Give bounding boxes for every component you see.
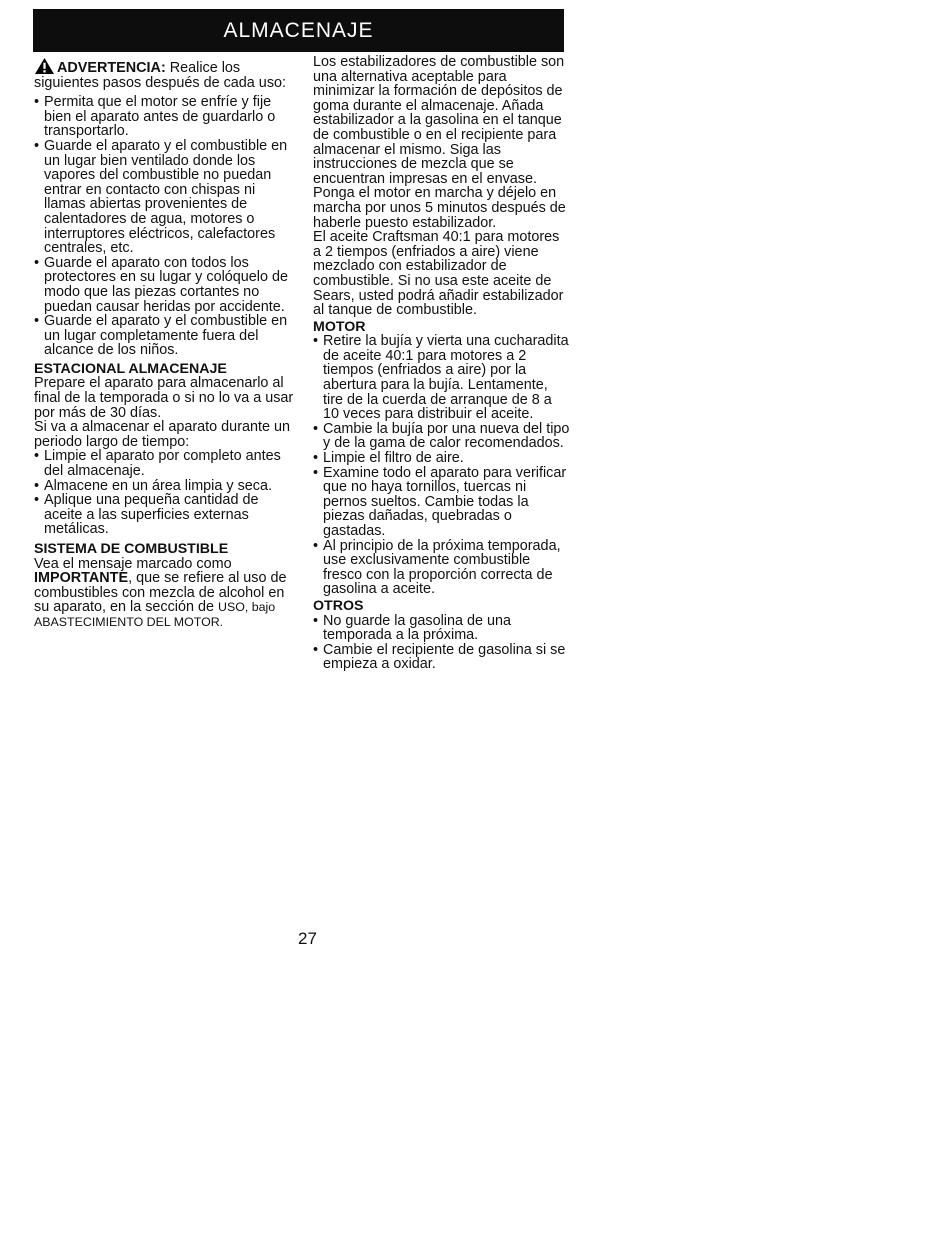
right-column [313,55,571,672]
fuel-text: , que se refiere al uso de combustibles con mezcla de alcohol en su aparato, en la sección de [34,570,287,616]
warning-label: ADVERTENCIA: [57,60,166,76]
seasonal-paragraph: Si va a almacenar el aparato durante un periodo largo de tiempo: [34,419,290,450]
page-number: 27 [298,929,317,948]
others-list [313,614,571,672]
craftsman-paragraph: El aceite Craftsman 40:1 para motores a 2 tiempos (enfriados a aire) viene mezclado con estabilizador de combustible. Si no usa este aceite de Sears, usted podrá añadir estabilizador al tanque de combustible. [313,229,564,319]
list-item: • Guarde el aparato y el combustible en un lugar bien ventilado donde los vapores del combustible no puedan entrar en contacto con chispas ni llamas abiertas provenientes de calentadores de agua, motores o interruptores eléctricos, calefactores centrales, etc. [34,139,296,256]
list-item: • Al principio de la próxima temporada, use exclusivamente combustible fresco con la proporción correcta de gasolina a aceite. [313,539,571,597]
list-item: • No guarde la gasolina de una temporada a la próxima. [313,614,571,643]
list-item: • Examine todo el aparato para verificar que no haya tornillos, tuercas ni pernos sueltos. Cambie todas la piezas dañadas, quebradas o gastadas. [313,466,571,539]
left-column [34,55,296,630]
section-reference: USO, bajo ABASTECIMIENTO DEL MOTOR. [34,600,276,629]
important-label: IMPORTANTE [34,570,129,587]
list-item: • Guarde el aparato con todos los protectores en su lugar y colóquelo de modo que las piezas cortantes no puedan causar heridas por accidente. [34,256,296,314]
others-heading: OTROS [313,597,364,614]
list-item: • Almacene en un área limpia y seca. [34,479,296,494]
fuel-text: Vea el mensaje marcado como [34,555,232,572]
warning-text: Realice los siguientes pasos después de cada uso: [34,60,287,91]
motor-list [313,334,571,597]
fuel-system-heading: SISTEMA DE COMBUSTIBLE [34,541,229,557]
warning-triangle-icon [34,57,55,75]
section-header [33,9,564,52]
list-item: • Retire la bujía y vierta una cucharadita de aceite 40:1 para motores a 2 tiempos (enfriados a aire) por la abertura para la bujía. Lentamente, tire de la cuerda de arranque de 8 a 10 veces para distribuir el aceite. [313,334,571,422]
warning-paragraph [34,57,296,90]
section-title: ALMACENAJE [223,19,374,42]
seasonal-storage-heading: ESTACIONAL ALMACENAJE [34,360,227,377]
list-item: • Cambie el recipiente de gasolina si se empieza a oxidar. [313,643,571,672]
stabilizer-paragraph: Los estabilizadores de combustible son una alternativa aceptable para minimizar la formación de depósitos de goma durante el almacenaje. Añada estabilizador a la gasolina en el tanque de combustible o en el recipiente para almacenar el mismo. Siga las instrucciones de mezcla que se encuentran impresas en el envase. Ponga el motor en marcha y déjelo en marcha por unos 5 minutos después de haberle puesto estabilizador. [313,54,566,231]
list-item: • Limpie el aparato por completo antes del almacenaje. [34,449,296,478]
warning-list [34,95,296,358]
seasonal-paragraph: Prepare el aparato para almacenarlo al final de la temporada o si no lo va a usar por más de 30 días. [34,375,294,421]
list-item: • Limpie el filtro de aire. [313,451,571,466]
list-item: • Cambie la bujía por una nueva del tipo y de la gama de calor recomendados. [313,422,571,451]
seasonal-list [34,449,296,537]
fuel-paragraph [34,557,296,630]
motor-heading: MOTOR [313,318,366,335]
list-item: • Permita que el motor se enfríe y fije bien el aparato antes de guardarlo o transportarlo. [34,95,296,139]
list-item: • Guarde el aparato y el combustible en un lugar completamente fuera del alcance de los niños. [34,314,296,358]
list-item: • Aplique una pequeña cantidad de aceite a las superficies externas metálicas. [34,493,296,537]
